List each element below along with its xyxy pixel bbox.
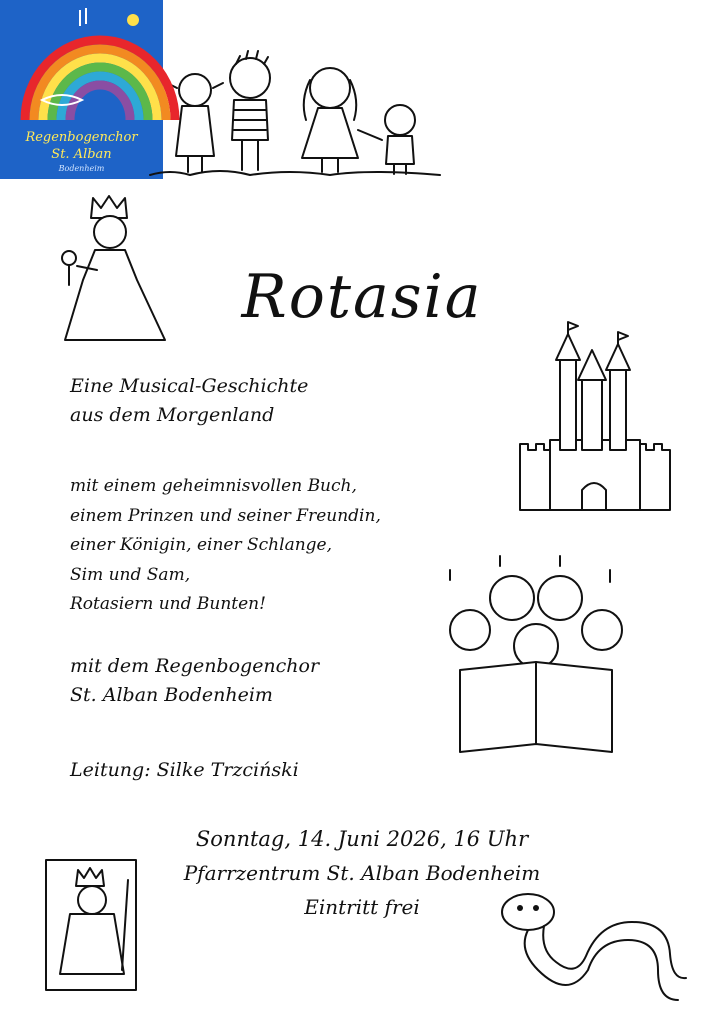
details-line-2: einem Prinzen und seiner Freundin, bbox=[70, 505, 381, 526]
details-line-3: einer Königin, einer Schlange, bbox=[70, 535, 332, 555]
event-date: Sonntag, 14. Juni 2026, 16 Uhr bbox=[195, 827, 529, 851]
story-details bbox=[70, 472, 381, 620]
children-drawing-icon bbox=[150, 50, 440, 180]
subtitle bbox=[70, 372, 308, 430]
subtitle-line-2: aus dem Morgenland bbox=[70, 404, 275, 426]
details-line-4: Sim und Sam, bbox=[70, 564, 191, 585]
logo-line-1: Regenbogenchor bbox=[25, 130, 138, 145]
rainbow-logo-icon bbox=[0, 0, 163, 130]
page-title: Rotasia bbox=[241, 262, 483, 332]
leader-info: Leitung: Silke Trzciński bbox=[70, 759, 299, 781]
details-line-5: Rotasiern und Bunten! bbox=[70, 594, 266, 614]
king-on-throne-icon bbox=[40, 850, 150, 1000]
rainbow-logo bbox=[0, 0, 163, 179]
logo-line-3: Bodenheim bbox=[58, 164, 105, 173]
kids-book-icon bbox=[440, 550, 630, 760]
subtitle-line-1: Eine Musical-Geschichte bbox=[70, 375, 309, 397]
snake-icon bbox=[498, 890, 698, 1010]
choir-line-1: mit dem Regenbogenchor bbox=[70, 655, 320, 677]
castle-icon bbox=[520, 320, 670, 510]
choir-line-2: St. Alban Bodenheim bbox=[70, 684, 273, 706]
event-admission: Eintritt frei bbox=[304, 895, 420, 919]
details-line-1: mit einem geheimnisvollen Buch, bbox=[70, 476, 357, 496]
choir-info bbox=[70, 652, 319, 710]
logo-line-2: St. Alban bbox=[51, 147, 112, 162]
event-venue: Pfarrzentrum St. Alban Bodenheim bbox=[183, 861, 541, 885]
